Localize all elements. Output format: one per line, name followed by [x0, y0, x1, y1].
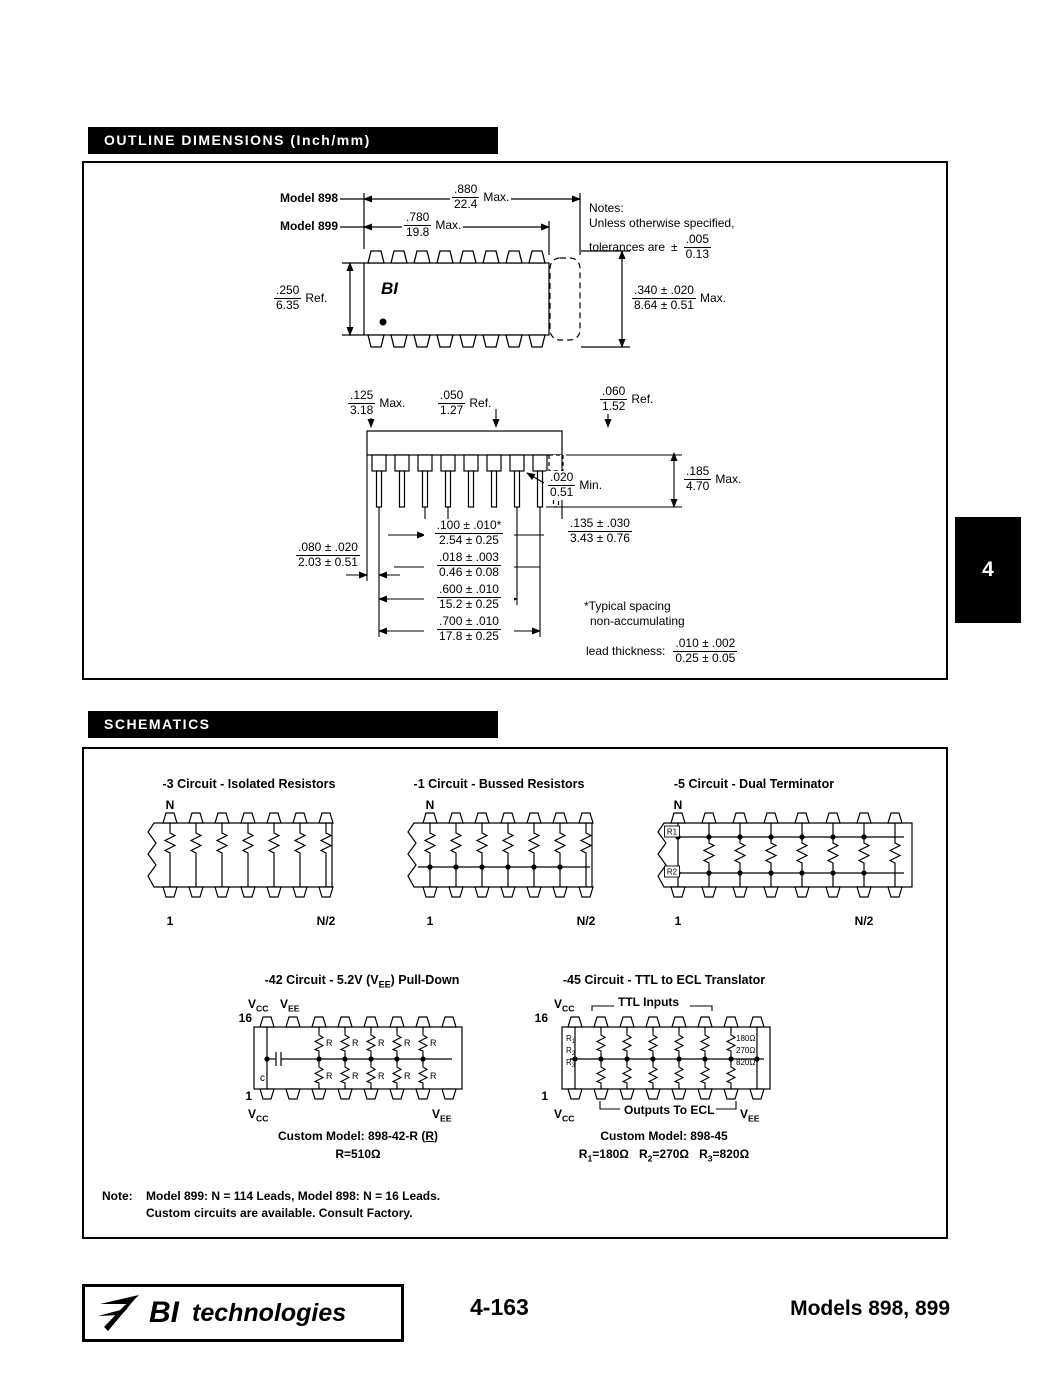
model-899-label: Model 899 [279, 219, 338, 233]
c45-vcc-bottom-label: $V_{CC}$ [554, 1107, 575, 1124]
section-tab [955, 517, 1021, 623]
c42-r-label: R [378, 1071, 385, 1081]
c42-vcc-top-label: $V_{CC}$ [248, 997, 269, 1014]
c45-pin1-label: 1 [541, 1089, 548, 1103]
c45-r3-label: $R_3$ [566, 1058, 576, 1069]
circuit-3-title: -3 Circuit - Isolated Resistors [162, 777, 336, 791]
dim-250: $\frac{.250}{6.35}$ Ref. [272, 284, 329, 313]
dip-side-view [367, 431, 563, 507]
c45-vee-bottom-label: $V_{EE}$ [740, 1107, 760, 1124]
dim-700: $\frac{.700 \pm .010}{17.8 \pm 0.25}$ [424, 615, 514, 644]
model-898-label: Model 898 [279, 191, 338, 205]
outline-dimensions-panel [82, 161, 948, 680]
c45-ohm2-label: 270Ω [736, 1046, 756, 1055]
dip-top-view [364, 251, 580, 347]
c42-vcc-bottom-label: $V_{CC}$ [248, 1107, 269, 1124]
c45-pin16-label: 16 [534, 1011, 548, 1025]
dim-880: $\frac{.880}{22.4}$ Max. [450, 183, 511, 212]
section-tab-number: 4 [982, 558, 994, 581]
dim-080: $\frac{.080 \pm .020}{2.03 \pm 0.51}$ [294, 541, 362, 570]
outline-drawing [84, 163, 945, 677]
c42-custom-model: Custom Model: 898-42-R (R) [277, 1129, 439, 1143]
c42-vee-bottom-label: $V_{EE}$ [432, 1107, 452, 1124]
note-line-1: Model 899: N = 114 Leads, Model 898: N = 16 Leads. [146, 1189, 441, 1203]
c5-r2-label: R2 [666, 867, 678, 877]
c5-pin-n-label: N [673, 798, 683, 812]
dim-050: $\frac{.050}{1.27}$ Ref. [436, 389, 493, 418]
dim-125: $\frac{.125}{3.18}$ Max. [346, 389, 407, 418]
page-number: 4-163 [470, 1294, 529, 1320]
circuit-3-drawing [148, 813, 333, 897]
c3-pin-n-label: N [165, 798, 175, 812]
circuit-1-title: -1 Circuit - Bussed Resistors [413, 777, 585, 791]
c5-pin-1-label: 1 [674, 914, 682, 928]
circuit-5-title: -5 Circuit - Dual Terminator [673, 777, 835, 791]
dim-185: $\frac{.185}{4.70}$ Max. [682, 465, 743, 494]
c42-r-label: R [430, 1071, 437, 1081]
c1-pin-n2-label: N/2 [576, 914, 596, 928]
bi-technologies-logo-icon [95, 1293, 141, 1333]
outline-notes: Notes: Unless otherwise specified, tolerances are ± $\frac{.005}{0.13}$ [589, 201, 735, 261]
outline-section-bar [88, 127, 498, 154]
c42-r-label: R [404, 1038, 411, 1048]
c5-r1-label: R1 [666, 827, 678, 837]
c45-ohm3-label: 820Ω [736, 1058, 756, 1067]
brand-logo-box [82, 1284, 404, 1342]
schematics-section-title: SCHEMATICS [104, 716, 211, 732]
c45-outputs-label: Outputs To ECL [624, 1103, 715, 1117]
c42-r-label: R [352, 1038, 359, 1048]
c42-r-label: R [326, 1071, 333, 1081]
dim-340: $\frac{.340 \pm .020}{8.64 \pm 0.51}$ Max. [630, 284, 728, 313]
c42-r-value: R=510Ω [335, 1147, 381, 1161]
chip-logo-text: BI [381, 279, 398, 298]
brand-name-bi: BI [149, 1296, 179, 1329]
note-label: Note: [102, 1189, 133, 1203]
c42-r-label: R [430, 1038, 437, 1048]
circuit-45-title: -45 Circuit - TTL to ECL Translator [562, 973, 766, 987]
dim-100: $\frac{.100 \pm .010*}{2.54 \pm 0.25}$ [424, 519, 514, 548]
dim-020: $\frac{.020}{0.51}$ Min. [546, 471, 604, 500]
schematics-section-bar [88, 711, 498, 738]
c5-pin-n2-label: N/2 [854, 914, 874, 928]
c45-ohm1-label: 180Ω [736, 1034, 756, 1043]
circuit-5-drawing [658, 813, 912, 897]
dim-018: $\frac{.018 \pm .003}{0.46 \pm 0.08}$ [424, 551, 514, 580]
c45-custom-model: Custom Model: 898-45 [600, 1129, 728, 1143]
c1-pin-1-label: 1 [426, 914, 434, 928]
c45-r-values: $R_1=180\Omega$ $R_2=270\Omega$ $R_3=820\Omega$ [578, 1147, 750, 1164]
c42-cap-label: c [260, 1073, 265, 1084]
c42-vee-top-label: $V_{EE}$ [280, 997, 300, 1014]
c1-pin-n-label: N [425, 798, 435, 812]
schematics-panel [82, 747, 948, 1239]
circuit-42-title: -42 Circuit - 5.2V $(V_{EE})$ Pull-Down [264, 973, 460, 990]
dim-780: $\frac{.780}{19.8}$ Max. [402, 211, 463, 240]
c3-pin-n2-label: N/2 [316, 914, 336, 928]
c45-ttl-inputs-label: TTL Inputs [618, 995, 680, 1009]
schematics-drawing [84, 749, 945, 1236]
circuit-1-drawing [408, 813, 593, 897]
dim-060: $\frac{.060}{1.52}$ Ref. [598, 385, 655, 414]
c3-pin-1-label: 1 [166, 914, 174, 928]
c42-r-label: R [326, 1038, 333, 1048]
footer-models-label: Models 898, 899 [790, 1297, 950, 1320]
brand-name-technologies: technologies [192, 1298, 347, 1327]
c45-r1-label: $R_1$ [566, 1034, 576, 1045]
circuit-42-drawing [254, 1017, 462, 1099]
dim-135: $\frac{.135 \pm .030}{3.43 \pm 0.76}$ [566, 517, 634, 546]
c42-pin16-label: 16 [238, 1011, 252, 1025]
pin1-dot [380, 319, 387, 326]
c42-r-label: R [352, 1071, 359, 1081]
c45-r2-label: $R_2$ [566, 1046, 576, 1057]
note-line-2: Custom circuits are available. Consult Factory. [146, 1206, 413, 1220]
c42-pin1-label: 1 [245, 1089, 252, 1103]
c45-vcc-top-label: $V_{CC}$ [554, 997, 575, 1014]
dim-600: $\frac{.600 \pm .010}{15.2 \pm 0.25}$ [424, 583, 514, 612]
c42-r-label: R [404, 1071, 411, 1081]
lead-thickness-note: lead thickness: $\frac{.010 \pm .002}{0.25 \pm 0.05}$ [586, 636, 736, 665]
outline-section-title: OUTLINE DIMENSIONS (Inch/mm) [104, 132, 371, 148]
c42-r-label: R [378, 1038, 385, 1048]
typical-spacing-note: *Typical spacing non-accumulating [584, 599, 685, 628]
